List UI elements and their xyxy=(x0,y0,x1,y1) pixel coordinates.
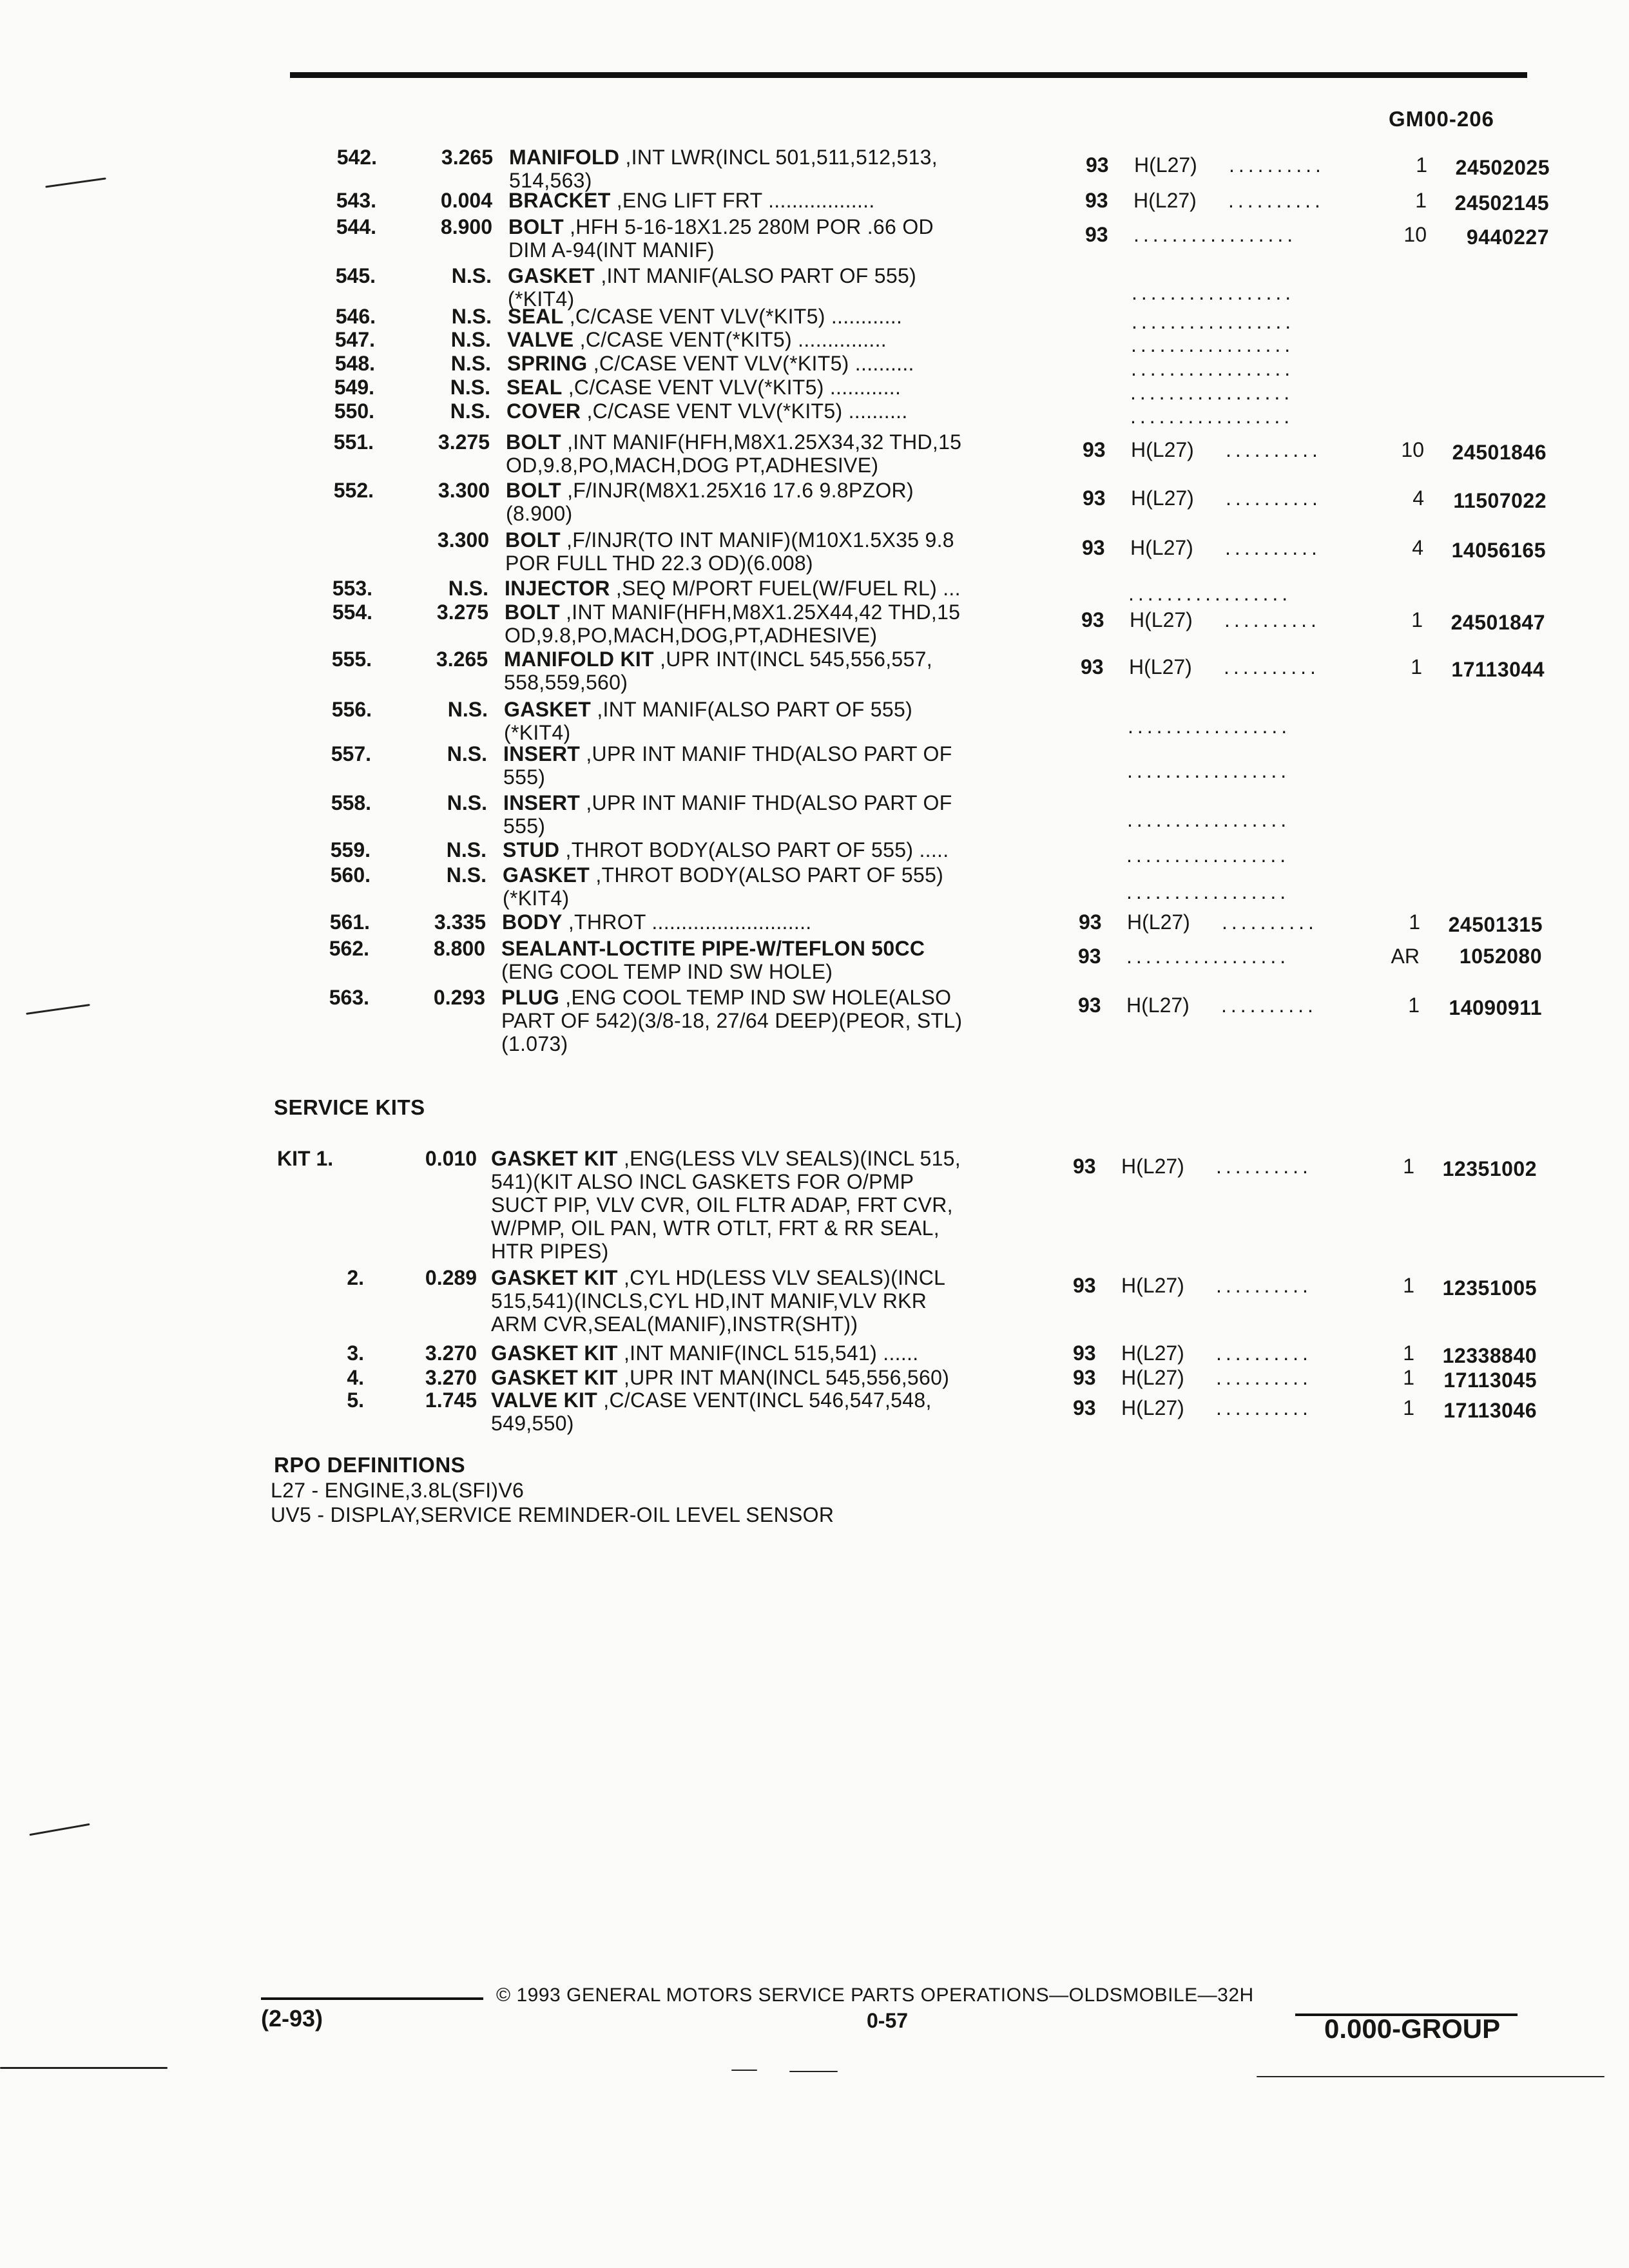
reference-number: 555. xyxy=(331,648,372,671)
dot-leader: .......... xyxy=(1221,994,1317,1017)
reference-number: 542. xyxy=(336,146,377,169)
model-year: 93 xyxy=(1073,1155,1096,1178)
part-name: SEAL xyxy=(506,376,563,399)
reference-number: 547. xyxy=(334,328,375,351)
quantity: 1 xyxy=(1403,1341,1414,1365)
footer-date: (2-93) xyxy=(261,2005,323,2032)
part-description xyxy=(506,376,1061,399)
group-number: 0.010 xyxy=(425,1147,477,1170)
group-number: N.S. xyxy=(451,264,492,287)
part-number: 12338840 xyxy=(1442,1344,1537,1367)
rpo-code: H(L27) xyxy=(1121,1341,1184,1365)
part-description xyxy=(504,698,1058,744)
part-name: BOLT xyxy=(506,430,561,454)
rpo-code: H(L27) xyxy=(1127,910,1190,934)
part-description xyxy=(501,937,1055,983)
footer-rule-left xyxy=(261,1997,483,2000)
part-name: GASKET KIT xyxy=(491,1341,618,1365)
part-description xyxy=(503,742,1057,789)
part-number: 24501846 xyxy=(1452,441,1547,464)
part-description xyxy=(508,264,1062,311)
part-description xyxy=(507,328,1061,351)
reference-number: 543. xyxy=(336,189,376,212)
part-name: MANIFOLD KIT xyxy=(504,648,654,671)
dot-leader: ................. xyxy=(1126,880,1290,903)
model-year: 93 xyxy=(1073,1341,1096,1365)
group-number: 3.275 xyxy=(436,601,488,624)
part-name: BOLT xyxy=(505,601,560,624)
group-number: N.S. xyxy=(451,305,492,328)
part-name: VALVE KIT xyxy=(491,1389,598,1412)
rpo-definitions-heading: RPO DEFINITIONS xyxy=(274,1453,466,1477)
reference-number: 556. xyxy=(331,698,372,721)
part-number: 24501315 xyxy=(1448,913,1543,936)
part-description xyxy=(508,189,1063,212)
group-number: 8.800 xyxy=(433,937,485,960)
footer-group: 0.000-GROUP xyxy=(1324,2013,1501,2044)
part-description xyxy=(508,215,1063,262)
part-detail: ,UPR INT MANIF THD(ALSO PART OF 555) xyxy=(503,742,952,789)
part-number: 17113046 xyxy=(1443,1399,1537,1422)
quantity: 1 xyxy=(1403,1155,1414,1178)
group-number: 0.289 xyxy=(425,1266,477,1289)
dot-leader: .......... xyxy=(1226,486,1322,510)
reference-number: 551. xyxy=(333,430,374,454)
part-description xyxy=(503,791,1057,838)
dot-leader: ................. xyxy=(1126,945,1290,968)
part-name: GASKET xyxy=(508,264,595,287)
part-name: GASKET KIT xyxy=(491,1366,618,1389)
rpo-code: H(L27) xyxy=(1131,438,1194,461)
model-year: 93 xyxy=(1078,994,1101,1017)
reference-number: 553. xyxy=(332,577,372,600)
reference-number: 550. xyxy=(334,399,374,423)
group-number: N.S. xyxy=(447,742,487,765)
dot-leader: ................. xyxy=(1133,223,1297,246)
group-number: N.S. xyxy=(450,399,490,423)
part-detail: ,C/CASE VENT VLV(*KIT5) ............ xyxy=(562,376,901,399)
group-number: N.S. xyxy=(447,791,487,814)
rpo-code: H(L27) xyxy=(1131,486,1194,510)
group-number: 8.900 xyxy=(440,215,492,238)
quantity: 1 xyxy=(1408,994,1420,1017)
part-detail: ,ENG COOL TEMP IND SW HOLE(ALSO PART OF 542)(3/8-18, 27/64 DEEP)(PEOR, STL) (1.073) xyxy=(501,986,963,1055)
model-year: 93 xyxy=(1073,1396,1096,1419)
part-name: BOLT xyxy=(508,215,564,238)
part-detail: ,UPR INT MAN(INCL 545,556,560) xyxy=(617,1366,950,1389)
dot-leader: ................. xyxy=(1127,808,1291,831)
quantity: 1 xyxy=(1411,655,1422,678)
group-number: 3.270 xyxy=(425,1366,477,1389)
dot-leader: ................. xyxy=(1132,310,1295,333)
rpo-definition-l27: L27 - ENGINE,3.8L(SFI)V6 xyxy=(271,1479,525,1502)
model-year: 93 xyxy=(1083,486,1106,510)
scan-edge-mark xyxy=(1257,2076,1605,2077)
part-number: 12351002 xyxy=(1442,1157,1537,1180)
scan-edge-mark xyxy=(789,2071,838,2072)
part-number: 11507022 xyxy=(1453,489,1547,512)
scan-edge-mark xyxy=(0,2067,168,2069)
rpo-code: H(L27) xyxy=(1121,1274,1184,1297)
group-number: 1.745 xyxy=(425,1389,477,1412)
group-number: 3.300 xyxy=(438,479,490,502)
footer-copyright: © 1993 GENERAL MOTORS SERVICE PARTS OPERATIONS—OLDSMOBILE—32H xyxy=(496,1984,1254,2006)
dot-leader: .......... xyxy=(1226,438,1322,461)
rpo-code: H(L27) xyxy=(1126,994,1190,1017)
service-kits-heading: SERVICE KITS xyxy=(274,1095,425,1119)
reference-number: 552. xyxy=(333,479,374,502)
kit-number: 3. xyxy=(347,1341,364,1365)
part-description xyxy=(504,648,1058,694)
part-detail: ,F/INJR(TO INT MANIF)(M10X1.5X35 9.8 POR FULL THD 22.3 OD)(6.008) xyxy=(505,528,954,575)
dot-leader: .......... xyxy=(1216,1396,1312,1419)
part-number: 24502145 xyxy=(1454,191,1549,215)
dot-leader: .......... xyxy=(1224,655,1320,678)
group-number: 0.004 xyxy=(440,189,492,212)
quantity: 1 xyxy=(1416,153,1427,177)
part-description xyxy=(491,1266,1045,1336)
reference-number: 545. xyxy=(335,264,376,287)
part-description xyxy=(503,838,1057,861)
dot-leader: .......... xyxy=(1229,153,1325,177)
model-year: 93 xyxy=(1083,438,1106,461)
group-number: 3.265 xyxy=(441,146,493,169)
part-description xyxy=(505,528,1059,575)
model-year: 93 xyxy=(1073,1366,1096,1389)
part-detail: ,C/CASE VENT VLV(*KIT5) .......... xyxy=(581,399,908,423)
reference-number: 557. xyxy=(331,742,371,765)
part-description xyxy=(501,986,1055,1055)
part-description xyxy=(491,1366,1045,1389)
part-detail: ,THROT ........................... xyxy=(562,910,812,934)
part-detail: ,HFH 5-16-18X1.25 280M POR .66 OD DIM A-94(INT MANIF) xyxy=(508,215,934,262)
quantity: 4 xyxy=(1412,536,1423,559)
part-detail: ,C/CASE VENT(INCL 546,547,548, 549,550) xyxy=(491,1389,932,1435)
part-name: SEAL xyxy=(508,305,564,328)
model-year: 93 xyxy=(1085,189,1108,212)
part-name: BOLT xyxy=(506,479,561,502)
group-number: N.S. xyxy=(448,577,488,600)
dot-leader: .......... xyxy=(1216,1274,1312,1297)
dot-leader: ................. xyxy=(1126,843,1290,867)
model-year: 93 xyxy=(1082,536,1105,559)
quantity: 1 xyxy=(1409,910,1420,934)
rpo-code: H(L27) xyxy=(1130,536,1193,559)
rpo-code: H(L27) xyxy=(1133,189,1197,212)
dot-leader: ................. xyxy=(1128,582,1292,605)
reference-number: 561. xyxy=(329,910,370,934)
part-name: SEALANT-LOCTITE PIPE-W/TEFLON 50CC xyxy=(501,937,925,960)
part-number: 14056165 xyxy=(1451,539,1546,562)
model-year: 93 xyxy=(1079,910,1102,934)
part-name: COVER xyxy=(506,399,581,423)
part-description xyxy=(506,430,1060,477)
part-description xyxy=(503,863,1057,910)
group-number: 3.300 xyxy=(437,528,489,552)
reference-number: 560. xyxy=(330,863,371,887)
part-detail: ,INT MANIF(ALSO PART OF 555) (*KIT4) xyxy=(508,264,917,311)
part-detail: ,INT MANIF(INCL 515,541) ...... xyxy=(617,1341,919,1365)
group-number: N.S. xyxy=(450,328,491,351)
dot-leader: .......... xyxy=(1216,1366,1312,1389)
group-number: N.S. xyxy=(450,352,491,375)
part-number: 9440227 xyxy=(1466,226,1549,249)
dot-leader: ................. xyxy=(1127,759,1291,782)
reference-number: 559. xyxy=(330,838,371,861)
part-detail: ,INT MANIF(ALSO PART OF 555) (*KIT4) xyxy=(504,698,913,744)
part-description xyxy=(507,352,1061,375)
quantity: 10 xyxy=(1403,223,1427,246)
reference-number: 563. xyxy=(329,986,369,1009)
rpo-definition-uv5: UV5 - DISPLAY,SERVICE REMINDER-OIL LEVEL SENSOR xyxy=(271,1503,834,1526)
group-number: N.S. xyxy=(447,698,488,721)
part-name: BRACKET xyxy=(508,189,611,212)
part-detail: ,C/CASE VENT(*KIT5) ............... xyxy=(574,328,887,351)
model-year: 93 xyxy=(1073,1274,1096,1297)
part-detail: ,UPR INT MANIF THD(ALSO PART OF 555) xyxy=(503,791,952,838)
rpo-code: H(L27) xyxy=(1129,655,1192,678)
part-description xyxy=(506,479,1060,525)
reference-number: 544. xyxy=(336,215,376,238)
part-name: STUD xyxy=(503,838,560,861)
group-number: 0.293 xyxy=(433,986,485,1009)
part-name: INSERT xyxy=(503,791,581,814)
part-number: 17113045 xyxy=(1443,1369,1537,1392)
quantity: 1 xyxy=(1403,1396,1414,1419)
part-description xyxy=(491,1389,1045,1435)
part-detail: ,INT MANIF(HFH,M8X1.25X44,42 THD,15 OD,9.8,PO,MACH,DOG,PT,ADHESIVE) xyxy=(505,601,961,647)
reference-number: 558. xyxy=(331,791,371,814)
part-name: BODY xyxy=(502,910,563,934)
part-number: 17113044 xyxy=(1451,658,1545,681)
part-name: INSERT xyxy=(503,742,581,765)
model-year: 93 xyxy=(1086,153,1109,177)
kit-number: 5. xyxy=(347,1389,364,1412)
dot-leader: ................. xyxy=(1132,281,1295,304)
part-name: GASKET KIT xyxy=(491,1147,618,1170)
kit-number: 4. xyxy=(347,1366,364,1389)
rpo-code: H(L27) xyxy=(1121,1366,1184,1389)
part-number: 24502025 xyxy=(1455,156,1550,179)
group-number: 3.270 xyxy=(425,1341,477,1365)
part-name: GASKET xyxy=(504,698,592,721)
quantity: 10 xyxy=(1401,438,1424,461)
dot-leader: .......... xyxy=(1222,910,1318,934)
reference-number: 549. xyxy=(334,376,374,399)
part-detail: ,UPR INT(INCL 545,556,557, 558,559,560) xyxy=(504,648,932,694)
part-detail: ,C/CASE VENT VLV(*KIT5) .......... xyxy=(587,352,914,375)
part-name: PLUG xyxy=(501,986,560,1009)
dot-leader: ................. xyxy=(1130,405,1294,428)
part-description xyxy=(491,1341,1045,1365)
part-detail: ,CYL HD(LESS VLV SEALS)(INCL 515,541)(INCLS,CYL HD,INT MANIF,VLV RKR ARM CVR,SEAL(MANIF),INSTR(SHT)) xyxy=(491,1266,946,1336)
part-number: 24501847 xyxy=(1451,611,1545,634)
part-name: INJECTOR xyxy=(505,577,610,600)
part-description xyxy=(502,910,1056,934)
dot-leader: .......... xyxy=(1228,189,1324,212)
rpo-code: H(L27) xyxy=(1134,153,1197,177)
rpo-code: H(L27) xyxy=(1121,1155,1184,1178)
dot-leader: .......... xyxy=(1225,536,1321,559)
part-detail: ,THROT BODY(ALSO PART OF 555) (*KIT4) xyxy=(503,863,944,910)
dot-leader: ................. xyxy=(1128,715,1291,738)
part-name: GASKET xyxy=(503,863,590,887)
kit-number: KIT 1. xyxy=(277,1147,334,1170)
group-number: 3.335 xyxy=(434,910,486,934)
group-number: 3.265 xyxy=(436,648,488,671)
part-number: 14090911 xyxy=(1449,996,1542,1019)
quantity: AR xyxy=(1391,945,1420,968)
part-name: VALVE xyxy=(507,328,574,351)
model-year: 93 xyxy=(1081,655,1104,678)
part-description xyxy=(509,146,1063,192)
part-description xyxy=(505,601,1059,647)
quantity: 4 xyxy=(1412,486,1424,510)
part-number: 1052080 xyxy=(1459,945,1542,968)
dot-leader: .......... xyxy=(1216,1155,1312,1178)
reference-number: 548. xyxy=(334,352,375,375)
dot-leader: ................. xyxy=(1131,333,1295,356)
part-description xyxy=(508,305,1062,328)
model-year: 93 xyxy=(1078,945,1101,968)
part-name: SPRING xyxy=(507,352,588,375)
part-detail: (ENG COOL TEMP IND SW HOLE) xyxy=(501,960,833,983)
reference-number: 554. xyxy=(332,601,372,624)
part-detail: ,C/CASE VENT VLV(*KIT5) ............ xyxy=(563,305,903,328)
rpo-code: H(L27) xyxy=(1130,608,1193,631)
rpo-code: H(L27) xyxy=(1121,1396,1184,1419)
quantity: 1 xyxy=(1415,189,1427,212)
part-detail: ,INT MANIF(HFH,M8X1.25X34,32 THD,15 OD,9.8,PO,MACH,DOG PT,ADHESIVE) xyxy=(506,430,962,477)
part-description xyxy=(491,1147,1045,1263)
group-number: N.S. xyxy=(446,838,487,861)
model-year: 93 xyxy=(1081,608,1104,631)
dot-leader: ................. xyxy=(1130,381,1294,404)
reference-number: 546. xyxy=(335,305,376,328)
group-number: N.S. xyxy=(446,863,487,887)
dot-leader: ................. xyxy=(1131,357,1295,380)
reference-number: 562. xyxy=(329,937,369,960)
part-description xyxy=(506,399,1061,423)
footer-page-number: 0-57 xyxy=(867,2009,909,2032)
part-detail: ,SEQ M/PORT FUEL(W/FUEL RL) ... xyxy=(610,577,961,600)
part-name: BOLT xyxy=(505,528,561,552)
kit-number: 2. xyxy=(347,1266,364,1289)
part-detail: ,F/INJR(M8X1.25X16 17.6 9.8PZOR) (8.900) xyxy=(506,479,914,525)
part-description xyxy=(505,577,1059,600)
part-detail: ,INT LWR(INCL 501,511,512,513, 514,563) xyxy=(509,146,938,192)
part-name: MANIFOLD xyxy=(509,146,620,169)
group-number: N.S. xyxy=(450,376,490,399)
scan-edge-mark xyxy=(731,2070,757,2071)
dot-leader: .......... xyxy=(1216,1341,1312,1365)
part-name: GASKET KIT xyxy=(491,1266,618,1289)
quantity: 1 xyxy=(1411,608,1423,631)
part-detail: ,ENG LIFT FRT .................. xyxy=(610,189,875,212)
quantity: 1 xyxy=(1403,1366,1414,1389)
part-detail: ,THROT BODY(ALSO PART OF 555) ..... xyxy=(559,838,949,861)
document-code: GM00-206 xyxy=(1389,107,1494,131)
model-year: 93 xyxy=(1085,223,1108,246)
group-number: 3.275 xyxy=(438,430,490,454)
part-number: 12351005 xyxy=(1442,1276,1537,1300)
quantity: 1 xyxy=(1403,1274,1414,1297)
dot-leader: .......... xyxy=(1224,608,1320,631)
part-detail: ,ENG(LESS VLV SEALS)(INCL 515, 541)(KIT ALSO INCL GASKETS FOR O/PMP SUCT PIP, VLV CVR, OIL FLTR ADAP, FRT CVR, W/PMP, OIL PAN, WTR OTLT, FRT & RR SEAL, HTR PIPES) xyxy=(491,1147,961,1263)
